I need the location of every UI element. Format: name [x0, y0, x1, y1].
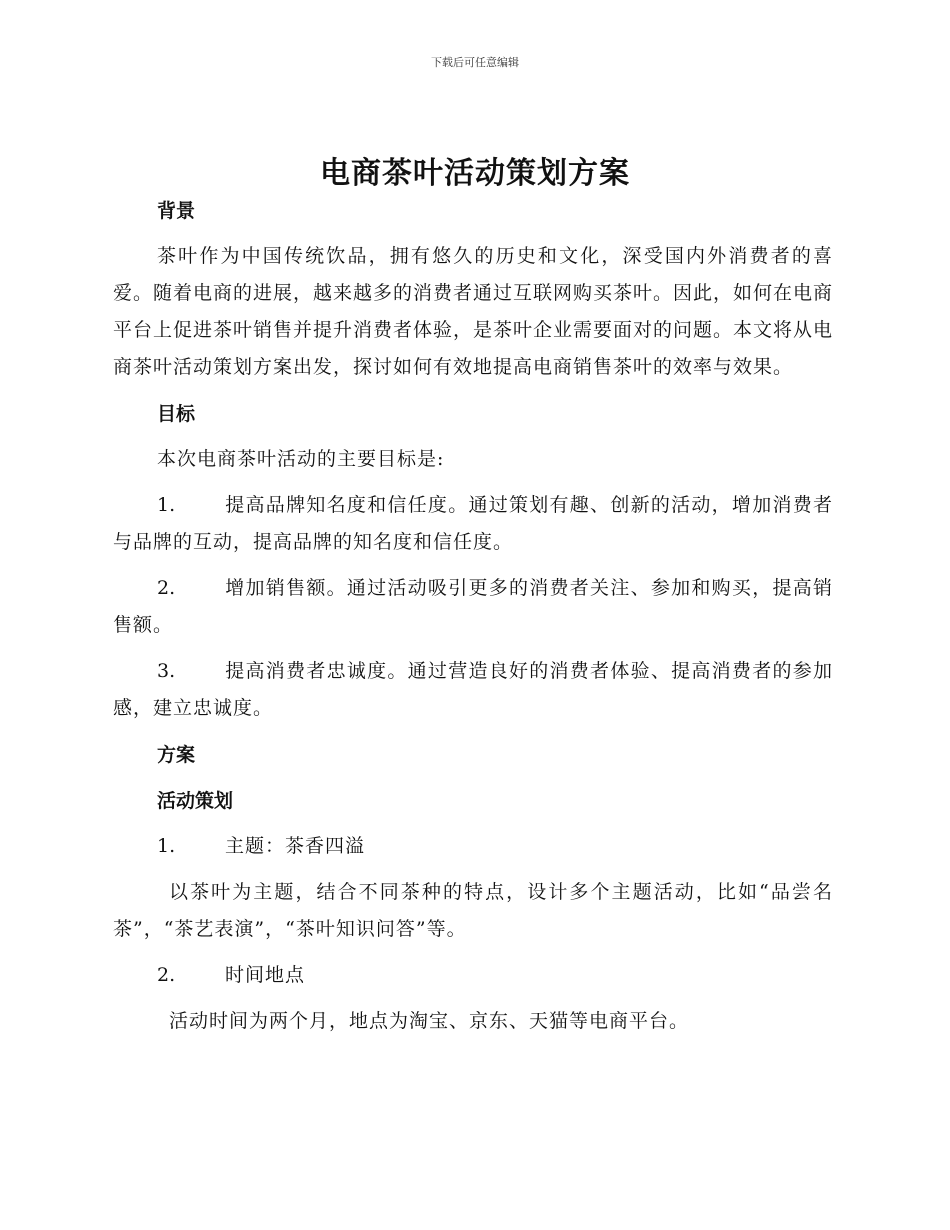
- document-body: [113, 192, 833, 1049]
- goal-item: [113, 487, 833, 561]
- document-title: 电商茶叶活动策划方案: [320, 156, 630, 191]
- background-paragraph: 茶叶作为中国传统饮品，拥有悠久的历史和文化，深受国内外消费者的喜爱。随着电商的进展，越来越多的消费者通过互联网购买茶叶。因此，如何在电商平台上促进茶叶销售并提升消费者体验，是茶叶企业需要面对的问题。本文将从电商茶叶活动策划方案出发，探讨如何有效地提高电商销售茶叶的效率与效果。: [113, 245, 834, 378]
- plan-item-detail: 以茶叶为主题，结合不同茶种的特点，设计多个主题活动，比如“品尝名茶”，“茶艺表演”，“茶叶知识问答”等。: [113, 881, 833, 940]
- goals-intro: 本次电商茶叶活动的主要目标是:: [157, 448, 445, 470]
- plan-item: [113, 957, 833, 994]
- section-heading-background: 背景: [157, 200, 196, 222]
- list-number: 3.: [157, 660, 176, 682]
- list-number: 1.: [157, 494, 176, 516]
- goal-text: 提高品牌知名度和信任度。通过策划有趣、创新的活动，增加消费者与品牌的互动，提高品牌的知名度和信任度。: [113, 494, 833, 553]
- plan-item-title: 时间地点: [225, 964, 306, 986]
- list-number: 2.: [157, 577, 176, 599]
- header-note: 下载后可任意编辑: [431, 56, 519, 69]
- goal-text: 增加销售额。通过活动吸引更多的消费者关注、参加和购买，提高销售额。: [113, 577, 833, 636]
- list-number: 1.: [157, 835, 176, 857]
- list-number: 2.: [157, 964, 176, 986]
- section-heading-goals: 目标: [157, 403, 196, 425]
- goal-item: [113, 653, 833, 727]
- plan-item: [113, 828, 833, 865]
- plan-item-detail: 活动时间为两个月，地点为淘宝、京东、天猫等电商平台。: [169, 1010, 690, 1032]
- goal-text: 提高消费者忠诚度。通过营造良好的消费者体验、提高消费者的参加感，建立忠诚度。: [113, 660, 833, 719]
- section-heading-plan: 方案: [157, 744, 196, 766]
- goal-item: [113, 570, 833, 644]
- subheading-activity-planning: 活动策划: [157, 790, 234, 812]
- plan-item-title: 主题：茶香四溢: [225, 835, 366, 857]
